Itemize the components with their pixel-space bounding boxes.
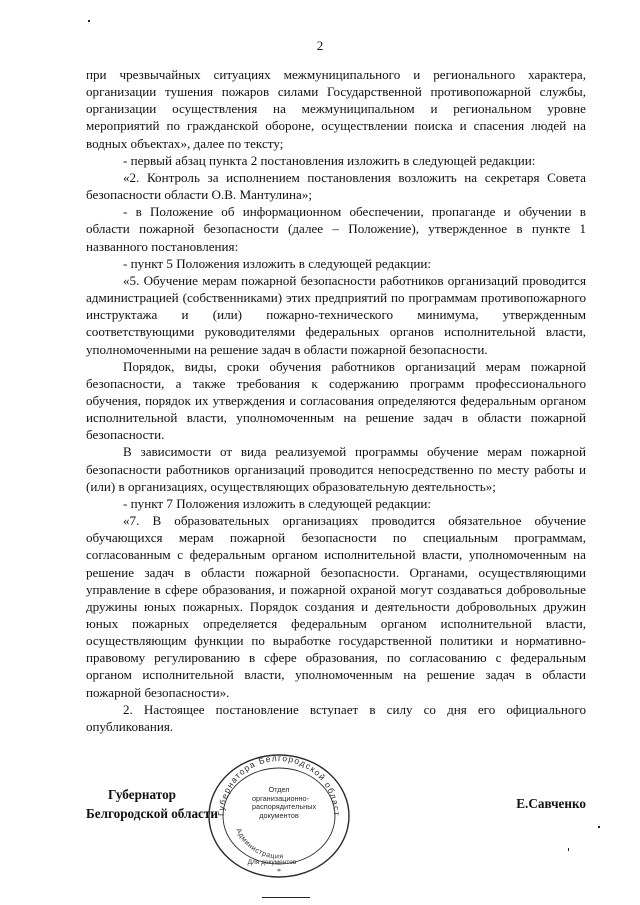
signatory-title-line2: Белгородской области: [86, 806, 218, 821]
paragraph: Порядок, виды, сроки обучения работников организаций мерам пожарной безопасности, а также требования к содержанию программ профессионального обучения, порядок их утверждения и согласования определяются федеральным органом исполнительной власти, уполномоченным на решение задач в области пожарной безопасности.: [86, 358, 586, 443]
stamp-star-icon: *: [277, 867, 281, 876]
stamp-center-text: [252, 785, 317, 821]
signatory-title-line1: Губернатор: [108, 787, 176, 802]
paragraph: «2. Контроль за исполнением постановления возложить на секретаря Совета безопасности области О.В. Мантулина»;: [86, 169, 586, 203]
paragraph: - в Положение об информационном обеспечении, пропаганде и обучении в области пожарной безопасности (далее – Положение), утвержденное в пункте 1 названного постановления:: [86, 204, 586, 254]
stamp-bottom-text: Для документов: [247, 859, 297, 866]
paragraph: В зависимости от вида реализуемой программы обучение мерам пожарной безопасности работников организаций проводится непосредственно по месту работы и (или) в организациях, осуществляющих образовательную деятельность»;: [86, 444, 586, 494]
paragraph: «7. В образовательных организациях проводится обязательное обучение обучающихся мерам пожарной безопасности по специальным программам, согласованным с федеральным органом исполнительной власти, уполномоченным на решение задач в области пожарной безопасности. Органами, осуществляющими управление в сфере образования, и пожарной охраной могут создаваться добровольные дружины юных пожарных. Порядок создания и деятельности добровольных дружин юных пожарных определяется федеральным органом исполнительной власти, осуществляющим функции по выработке государственной политики и нормативно-правовому регулированию в сфере образования, по согласованию с федеральным органом исполнительной власти, уполномоченным на решение задач в области пожарной безопасности».: [86, 513, 586, 700]
stamp-center-line: документов: [259, 811, 299, 821]
paragraph: - первый абзац пункта 2 постановления изложить в следующей редакции:: [123, 152, 536, 168]
scan-speck: [568, 848, 569, 851]
paragraph: 2. Настоящее постановление вступает в силу со дня его официального опубликования.: [86, 701, 586, 734]
stamp-center-line: организационно-: [252, 793, 310, 803]
paragraph: «5. Обучение мерам пожарной безопасности работников организаций проводится администрацией (собственниками) этих предприятий по программам противопожарного инструктажа и (или) пожарно-технического минимума, утвержденным соответствующими руководителями федеральных органов исполнительной власти, уполномоченными на решение задач в области пожарной безопасности.: [86, 272, 586, 357]
document-body: [86, 66, 586, 735]
scan-line-mark: [262, 897, 310, 898]
official-stamp: [204, 752, 354, 880]
page-number: 2: [316, 38, 324, 53]
stamp-ring-bottom-text: Администрация: [234, 827, 284, 861]
signatory-name: Е.Савченко: [516, 796, 586, 811]
paragraph: - пункт 5 Положения изложить в следующей редакции:: [123, 255, 432, 271]
stamp-ring-text: Губернатора Белгородской област: [215, 752, 343, 817]
stamp-center-line: распорядительных: [252, 802, 317, 812]
stamp-center-line: Отдел: [268, 785, 290, 794]
svg-text:Администрация: [234, 828, 283, 861]
paragraph: при чрезвычайных ситуациях межмуниципального и регионального характера, организации тушения пожаров силами Государственной противопожарной службы, организации осуществления на межмуниципальном и региональном уровне мероприятий по гражданской обороне, осуществлении поиска и спасения людей на водных объектах», далее по тексту;: [86, 67, 586, 151]
scan-speck: [88, 20, 90, 22]
paragraph: - пункт 7 Положения изложить в следующей редакции:: [123, 495, 432, 511]
scan-speck: [598, 826, 600, 828]
signatory-title: [86, 785, 218, 823]
